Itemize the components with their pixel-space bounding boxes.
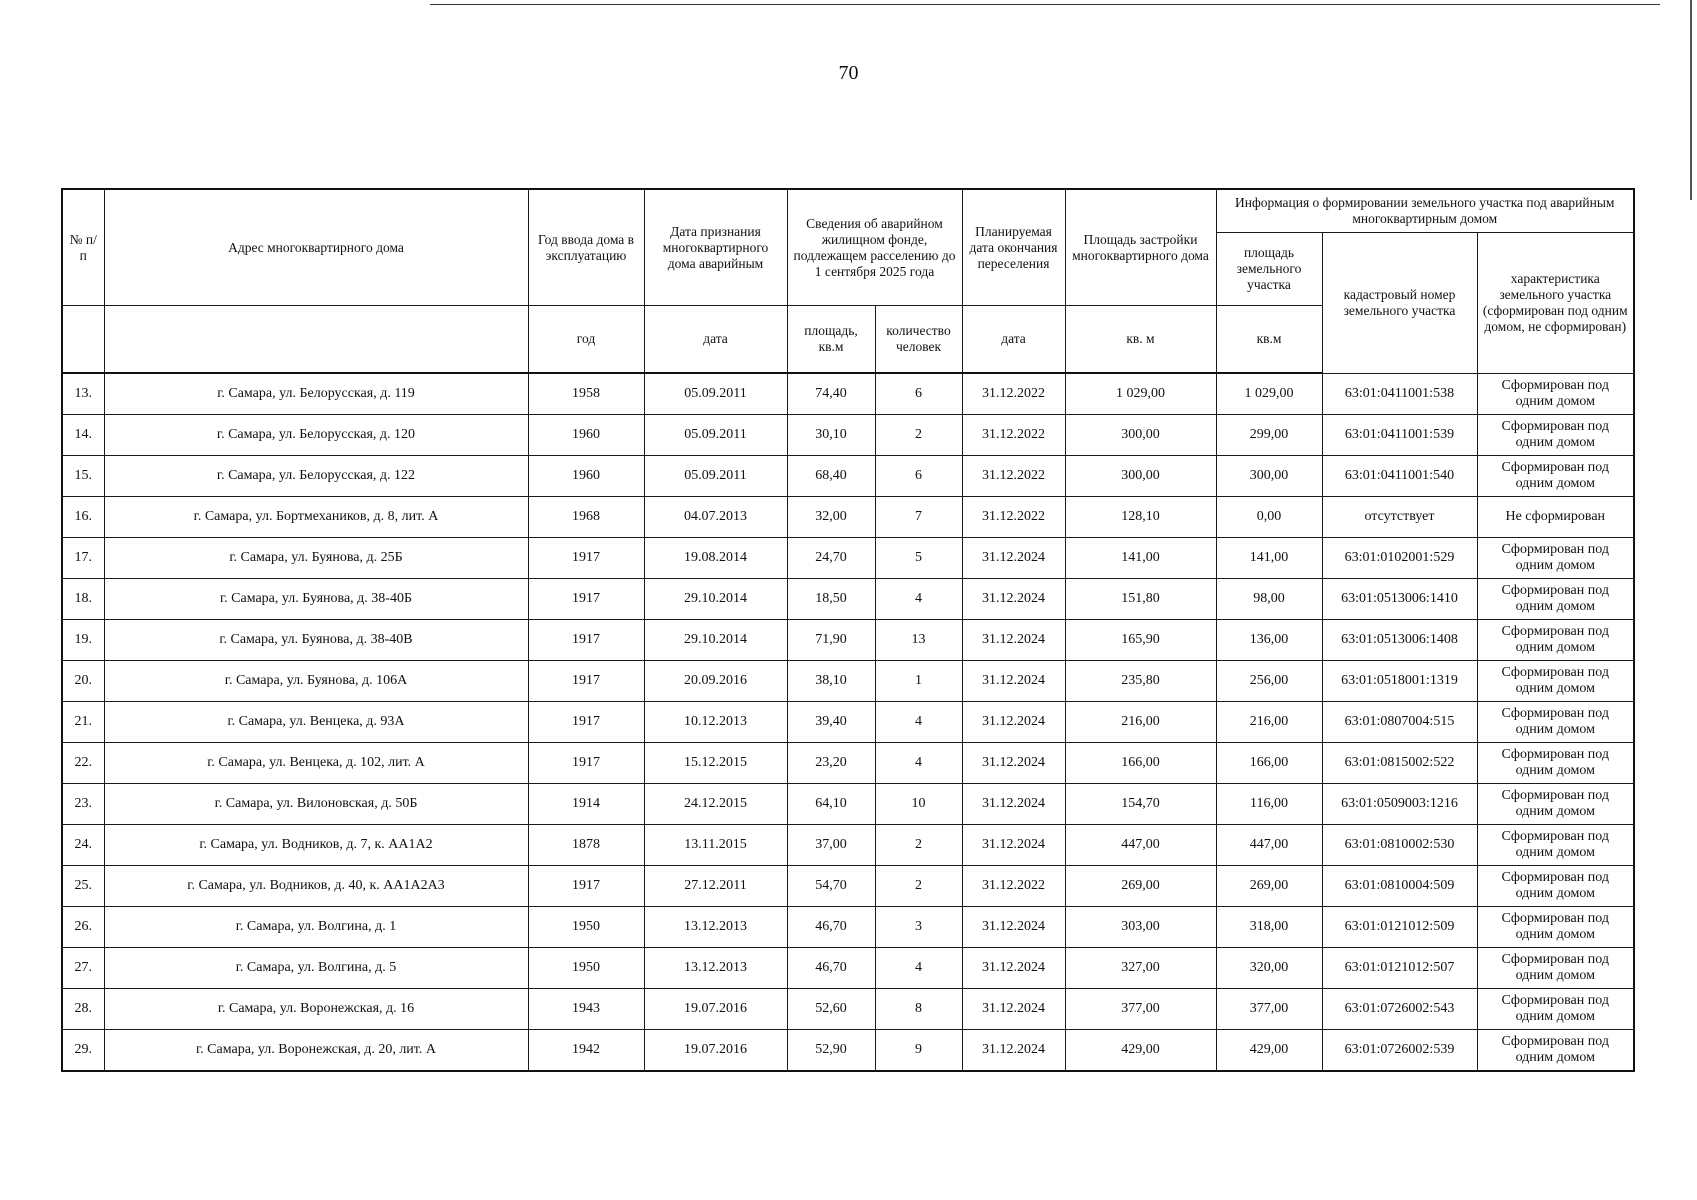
row-characteristic: Сформирован под одним домом [1477, 702, 1634, 743]
row-building-area: 447,00 [1065, 825, 1216, 866]
unit-no-empty [62, 306, 104, 374]
row-land-area: 1 029,00 [1216, 373, 1322, 415]
row-building-area: 128,10 [1065, 497, 1216, 538]
row-area: 52,90 [787, 1030, 875, 1072]
row-area: 38,10 [787, 661, 875, 702]
row-cadastral-number: 63:01:0518001:1319 [1322, 661, 1477, 702]
row-year: 1878 [528, 825, 644, 866]
row-area: 39,40 [787, 702, 875, 743]
row-people: 9 [875, 1030, 962, 1072]
row-land-area: 0,00 [1216, 497, 1322, 538]
table-row [62, 825, 1634, 866]
row-number: 27. [62, 948, 104, 989]
row-characteristic: Сформирован под одним домом [1477, 825, 1634, 866]
row-year: 1917 [528, 743, 644, 784]
row-land-area: 318,00 [1216, 907, 1322, 948]
row-people: 6 [875, 456, 962, 497]
row-area: 52,60 [787, 989, 875, 1030]
row-characteristic: Сформирован под одним домом [1477, 579, 1634, 620]
row-planned-date: 31.12.2024 [962, 948, 1065, 989]
row-address: г. Самара, ул. Буянова, д. 106А [104, 661, 528, 702]
row-people: 13 [875, 620, 962, 661]
unit-year: год [528, 306, 644, 374]
row-address: г. Самара, ул. Бортмехаников, д. 8, лит. А [104, 497, 528, 538]
row-building-area: 216,00 [1065, 702, 1216, 743]
row-area: 37,00 [787, 825, 875, 866]
row-building-area: 141,00 [1065, 538, 1216, 579]
row-planned-date: 31.12.2024 [962, 743, 1065, 784]
row-year: 1950 [528, 907, 644, 948]
row-number: 20. [62, 661, 104, 702]
row-people: 4 [875, 702, 962, 743]
header-planned-date: Планируемая дата окончания переселения [962, 189, 1065, 306]
header-recognized-date: Дата признания многоквартирного дома аварийным [644, 189, 787, 306]
row-area: 23,20 [787, 743, 875, 784]
row-land-area: 300,00 [1216, 456, 1322, 497]
row-address: г. Самара, ул. Буянова, д. 38-40В [104, 620, 528, 661]
table-row [62, 661, 1634, 702]
row-address: г. Самара, ул. Водников, д. 40, к. АА1А2А3 [104, 866, 528, 907]
row-year: 1917 [528, 702, 644, 743]
unit-area-sqm: площадь, кв.м [787, 306, 875, 374]
row-planned-date: 31.12.2024 [962, 907, 1065, 948]
row-area: 30,10 [787, 415, 875, 456]
row-address: г. Самара, ул. Воронежская, д. 20, лит. А [104, 1030, 528, 1072]
row-land-area: 299,00 [1216, 415, 1322, 456]
row-building-area: 303,00 [1065, 907, 1216, 948]
table-row [62, 907, 1634, 948]
unit-planned-date: дата [962, 306, 1065, 374]
row-year: 1917 [528, 866, 644, 907]
row-area: 71,90 [787, 620, 875, 661]
row-cadastral-number: 63:01:0513006:1408 [1322, 620, 1477, 661]
row-recognized-date: 29.10.2014 [644, 620, 787, 661]
row-land-area: 141,00 [1216, 538, 1322, 579]
row-characteristic: Не сформирован [1477, 497, 1634, 538]
row-characteristic: Сформирован под одним домом [1477, 948, 1634, 989]
header-land-info: Информация о формировании земельного участка под аварийным многоквартирным домом [1216, 189, 1634, 233]
row-address: г. Самара, ул. Венцека, д. 102, лит. А [104, 743, 528, 784]
row-cadastral-number: 63:01:0810002:530 [1322, 825, 1477, 866]
row-address: г. Самара, ул. Воронежская, д. 16 [104, 989, 528, 1030]
row-number: 19. [62, 620, 104, 661]
row-building-area: 154,70 [1065, 784, 1216, 825]
row-year: 1917 [528, 538, 644, 579]
row-planned-date: 31.12.2024 [962, 784, 1065, 825]
unit-building-area: кв. м [1065, 306, 1216, 374]
row-planned-date: 31.12.2022 [962, 866, 1065, 907]
header-building-area: Площадь застройки многоквартирного дома [1065, 189, 1216, 306]
row-planned-date: 31.12.2024 [962, 579, 1065, 620]
row-recognized-date: 24.12.2015 [644, 784, 787, 825]
header-land-area: площадь земельного участка [1216, 233, 1322, 306]
row-planned-date: 31.12.2024 [962, 538, 1065, 579]
row-recognized-date: 13.12.2013 [644, 907, 787, 948]
header-address: Адрес многоквартирного дома [104, 189, 528, 306]
row-area: 32,00 [787, 497, 875, 538]
row-characteristic: Сформирован под одним домом [1477, 866, 1634, 907]
row-number: 16. [62, 497, 104, 538]
page-right-edge [1690, 0, 1692, 200]
row-building-area: 1 029,00 [1065, 373, 1216, 415]
row-land-area: 320,00 [1216, 948, 1322, 989]
row-area: 46,70 [787, 907, 875, 948]
row-building-area: 166,00 [1065, 743, 1216, 784]
row-characteristic: Сформирован под одним домом [1477, 989, 1634, 1030]
row-cadastral-number: 63:01:0807004:515 [1322, 702, 1477, 743]
row-number: 14. [62, 415, 104, 456]
row-recognized-date: 15.12.2015 [644, 743, 787, 784]
row-planned-date: 31.12.2022 [962, 497, 1065, 538]
unit-address-empty [104, 306, 528, 374]
table-row [62, 538, 1634, 579]
row-address: г. Самара, ул. Белорусская, д. 119 [104, 373, 528, 415]
row-land-area: 216,00 [1216, 702, 1322, 743]
table-row [62, 743, 1634, 784]
row-recognized-date: 04.07.2013 [644, 497, 787, 538]
table-row [62, 579, 1634, 620]
row-area: 18,50 [787, 579, 875, 620]
row-address: г. Самара, ул. Буянова, д. 38-40Б [104, 579, 528, 620]
row-building-area: 235,80 [1065, 661, 1216, 702]
row-building-area: 165,90 [1065, 620, 1216, 661]
row-recognized-date: 29.10.2014 [644, 579, 787, 620]
header-land-characteristic: характеристика земельного участка (сформирован под одним домом, не сформирован) [1477, 233, 1634, 374]
table-row [62, 1030, 1634, 1072]
row-number: 22. [62, 743, 104, 784]
row-cadastral-number: 63:01:0121012:507 [1322, 948, 1477, 989]
row-land-area: 377,00 [1216, 989, 1322, 1030]
row-number: 23. [62, 784, 104, 825]
row-recognized-date: 27.12.2011 [644, 866, 787, 907]
table-row [62, 989, 1634, 1030]
table-row [62, 784, 1634, 825]
row-year: 1968 [528, 497, 644, 538]
row-number: 25. [62, 866, 104, 907]
table-row [62, 497, 1634, 538]
row-year: 1917 [528, 620, 644, 661]
row-characteristic: Сформирован под одним домом [1477, 538, 1634, 579]
row-year: 1943 [528, 989, 644, 1030]
table-row [62, 456, 1634, 497]
row-planned-date: 31.12.2024 [962, 702, 1065, 743]
row-area: 68,40 [787, 456, 875, 497]
row-cadastral-number: 63:01:0411001:538 [1322, 373, 1477, 415]
row-year: 1917 [528, 661, 644, 702]
row-land-area: 98,00 [1216, 579, 1322, 620]
unit-people-count: количество человек [875, 306, 962, 374]
row-people: 4 [875, 948, 962, 989]
header-year-built: Год ввода дома в эксплуатацию [528, 189, 644, 306]
table-body [62, 373, 1634, 1071]
table-row [62, 866, 1634, 907]
row-people: 8 [875, 989, 962, 1030]
row-land-area: 447,00 [1216, 825, 1322, 866]
page-top-edge [430, 4, 1660, 5]
row-people: 7 [875, 497, 962, 538]
table-row [62, 415, 1634, 456]
row-recognized-date: 05.09.2011 [644, 373, 787, 415]
row-people: 2 [875, 825, 962, 866]
row-number: 28. [62, 989, 104, 1030]
row-recognized-date: 19.07.2016 [644, 989, 787, 1030]
row-address: г. Самара, ул. Вилоновская, д. 50Б [104, 784, 528, 825]
table-row [62, 620, 1634, 661]
unit-date: дата [644, 306, 787, 374]
row-people: 6 [875, 373, 962, 415]
row-planned-date: 31.12.2022 [962, 373, 1065, 415]
row-number: 15. [62, 456, 104, 497]
row-planned-date: 31.12.2024 [962, 1030, 1065, 1072]
row-characteristic: Сформирован под одним домом [1477, 1030, 1634, 1072]
row-characteristic: Сформирован под одним домом [1477, 907, 1634, 948]
row-area: 24,70 [787, 538, 875, 579]
row-people: 2 [875, 415, 962, 456]
row-characteristic: Сформирован под одним домом [1477, 373, 1634, 415]
row-building-area: 377,00 [1065, 989, 1216, 1030]
row-recognized-date: 05.09.2011 [644, 415, 787, 456]
row-year: 1914 [528, 784, 644, 825]
row-cadastral-number: 63:01:0726002:539 [1322, 1030, 1477, 1072]
row-cadastral-number: 63:01:0509003:1216 [1322, 784, 1477, 825]
row-year: 1958 [528, 373, 644, 415]
row-year: 1942 [528, 1030, 644, 1072]
header-emergency-fund: Сведения об аварийном жилищном фонде, подлежащем расселению до 1 сентября 2025 года [787, 189, 962, 306]
row-cadastral-number: 63:01:0102001:529 [1322, 538, 1477, 579]
row-cadastral-number: 63:01:0726002:543 [1322, 989, 1477, 1030]
row-cadastral-number: отсутствует [1322, 497, 1477, 538]
row-area: 46,70 [787, 948, 875, 989]
row-cadastral-number: 63:01:0411001:539 [1322, 415, 1477, 456]
row-cadastral-number: 63:01:0513006:1410 [1322, 579, 1477, 620]
row-building-area: 300,00 [1065, 456, 1216, 497]
row-characteristic: Сформирован под одним домом [1477, 661, 1634, 702]
row-address: г. Самара, ул. Волгина, д. 1 [104, 907, 528, 948]
row-number: 29. [62, 1030, 104, 1072]
row-building-area: 429,00 [1065, 1030, 1216, 1072]
row-address: г. Самара, ул. Буянова, д. 25Б [104, 538, 528, 579]
row-land-area: 136,00 [1216, 620, 1322, 661]
row-characteristic: Сформирован под одним домом [1477, 415, 1634, 456]
row-building-area: 151,80 [1065, 579, 1216, 620]
row-characteristic: Сформирован под одним домом [1477, 456, 1634, 497]
row-cadastral-number: 63:01:0411001:540 [1322, 456, 1477, 497]
row-area: 64,10 [787, 784, 875, 825]
row-year: 1960 [528, 456, 644, 497]
row-cadastral-number: 63:01:0810004:509 [1322, 866, 1477, 907]
table-row [62, 702, 1634, 743]
row-land-area: 116,00 [1216, 784, 1322, 825]
page-number: 70 [838, 62, 859, 84]
row-planned-date: 31.12.2024 [962, 620, 1065, 661]
row-planned-date: 31.12.2024 [962, 825, 1065, 866]
row-number: 26. [62, 907, 104, 948]
row-planned-date: 31.12.2022 [962, 415, 1065, 456]
row-address: г. Самара, ул. Белорусская, д. 120 [104, 415, 528, 456]
emergency-housing-table [61, 188, 1635, 1072]
header-no: № п/п [62, 189, 104, 306]
row-land-area: 429,00 [1216, 1030, 1322, 1072]
table-row [62, 373, 1634, 415]
row-people: 4 [875, 743, 962, 784]
row-number: 21. [62, 702, 104, 743]
row-address: г. Самара, ул. Белорусская, д. 122 [104, 456, 528, 497]
row-recognized-date: 19.08.2014 [644, 538, 787, 579]
row-people: 1 [875, 661, 962, 702]
row-recognized-date: 13.12.2013 [644, 948, 787, 989]
row-people: 3 [875, 907, 962, 948]
row-characteristic: Сформирован под одним домом [1477, 743, 1634, 784]
row-land-area: 166,00 [1216, 743, 1322, 784]
row-recognized-date: 10.12.2013 [644, 702, 787, 743]
row-building-area: 327,00 [1065, 948, 1216, 989]
row-characteristic: Сформирован под одним домом [1477, 784, 1634, 825]
row-area: 54,70 [787, 866, 875, 907]
row-year: 1917 [528, 579, 644, 620]
row-year: 1950 [528, 948, 644, 989]
row-number: 24. [62, 825, 104, 866]
row-planned-date: 31.12.2024 [962, 989, 1065, 1030]
row-building-area: 269,00 [1065, 866, 1216, 907]
row-land-area: 256,00 [1216, 661, 1322, 702]
row-year: 1960 [528, 415, 644, 456]
row-planned-date: 31.12.2024 [962, 661, 1065, 702]
row-address: г. Самара, ул. Водников, д. 7, к. АА1А2 [104, 825, 528, 866]
header-cadastral-number: кадастровый номер земельного участка [1322, 233, 1477, 374]
row-characteristic: Сформирован под одним домом [1477, 620, 1634, 661]
unit-land-area: кв.м [1216, 306, 1322, 374]
row-planned-date: 31.12.2022 [962, 456, 1065, 497]
row-address: г. Самара, ул. Венцека, д. 93А [104, 702, 528, 743]
row-recognized-date: 19.07.2016 [644, 1030, 787, 1072]
row-number: 13. [62, 373, 104, 415]
row-land-area: 269,00 [1216, 866, 1322, 907]
row-address: г. Самара, ул. Волгина, д. 5 [104, 948, 528, 989]
row-recognized-date: 13.11.2015 [644, 825, 787, 866]
row-cadastral-number: 63:01:0121012:509 [1322, 907, 1477, 948]
row-recognized-date: 20.09.2016 [644, 661, 787, 702]
row-people: 10 [875, 784, 962, 825]
row-people: 5 [875, 538, 962, 579]
row-number: 17. [62, 538, 104, 579]
row-people: 2 [875, 866, 962, 907]
row-area: 74,40 [787, 373, 875, 415]
row-cadastral-number: 63:01:0815002:522 [1322, 743, 1477, 784]
row-number: 18. [62, 579, 104, 620]
table-row [62, 948, 1634, 989]
row-recognized-date: 05.09.2011 [644, 456, 787, 497]
row-people: 4 [875, 579, 962, 620]
row-building-area: 300,00 [1065, 415, 1216, 456]
